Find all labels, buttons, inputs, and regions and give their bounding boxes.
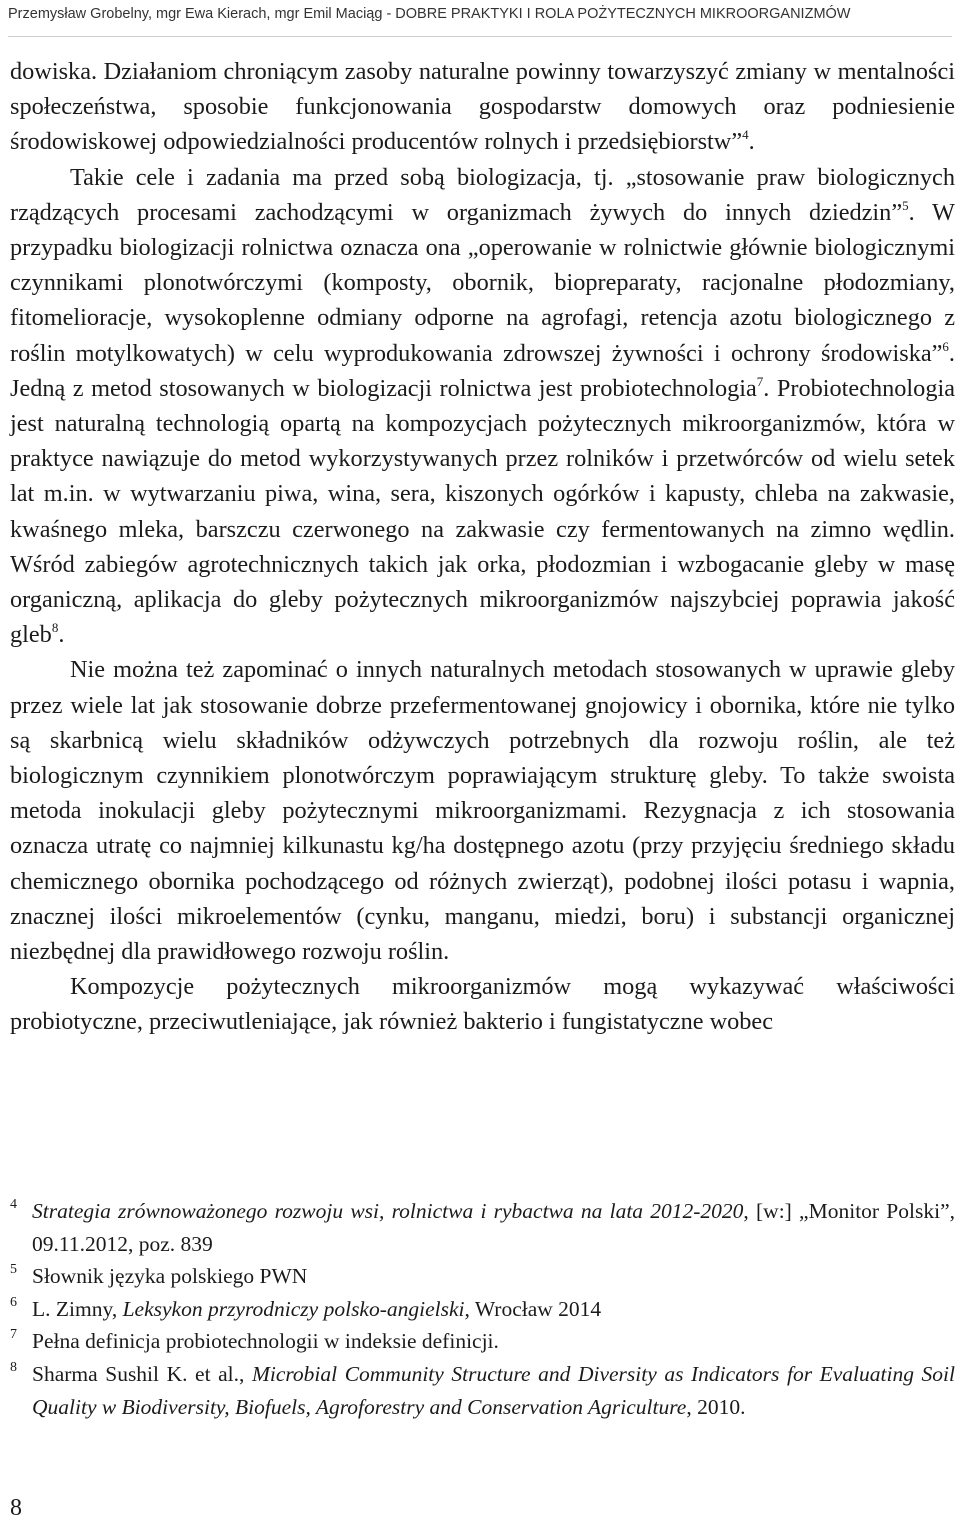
- footnote-segment: , Wrocław 2014: [464, 1296, 602, 1321]
- paragraph-text: .: [748, 128, 755, 156]
- paragraph-text: .: [58, 621, 65, 649]
- footnote: [10, 1260, 955, 1293]
- footnote-title: Leksykon przyrodniczy polsko-angielski: [122, 1296, 465, 1321]
- footnote-segment: , [w:] „Monitor Polski”, 09.11.2012, poz. 839: [32, 1199, 955, 1256]
- paragraph-text: Nie można też zapominać o innych naturalnych metodach stosowanych w uprawie gleby przez wiele lat jak stosowanie dobrze przefermentowanej gnojowicy i obornika, które nie tylko są skarbnicą wielu składników odżywczych potrzebnych dla rozwoju roślin, ale też biologicznym czynnikiem plonotwórczym poprawiającym strukturę gleby. To także swoista metoda inokulacji gleby pożytecznymi mikroorganizmami. Rezygnacja z ich stosowania oznacza utratę co najmniej kilkunastu kg/ha dostępnego azotu (przy przyjęciu średniego składu chemicznego obornika pochodzącego od różnych zwierząt), podobnej ilości potasu i wapnia, znacznej ilości mikroelementów (cynku, manganu, miedzi, boru) i substancji organicznej niezbędnej dla prawidłowego rozwoju roślin.: [10, 656, 955, 966]
- footnote: [10, 1293, 955, 1326]
- footnote-segment: Słownik języka polskiego PWN: [32, 1264, 308, 1289]
- footnote: [10, 1195, 955, 1260]
- body-paragraph: [10, 652, 955, 969]
- footnote-title: Microbial Community Structure and Diversity as Indicators for Evaluating Soil Quality w Biodiversity, Biofuels, Agroforestry and Conservation Agriculture: [32, 1361, 955, 1419]
- body-paragraph: [10, 969, 955, 1039]
- paragraph-text: . W przypadku biologizacji rolnictwa oznacza ona „operowanie w rolnictwie głównie biologicznymi czynnikami plonotwórczymi (komposty, obornik, biopreparaty, racjonalne płodozmiany, fitomelioracje, wysokoplenne odmiany odporne na agrofagi, retencja azotu biologicznego z roślin motylkowatych) w celu wyprodukowania zdrowszej żywności i ochrony środowiska”: [10, 198, 955, 367]
- footnote-reference: 6: [942, 338, 949, 354]
- paragraph-text: Kompozycje pożytecznych mikroorganizmów mogą wykazywać właściwości probiotyczne, przeciwutleniające, jak również bakterio i fungistatyczne wobec: [10, 973, 955, 1036]
- footnote-number: 8: [10, 1359, 17, 1375]
- footnote-reference: 8: [51, 620, 59, 636]
- footnote-segment: Sharma Sushil K. et al.,: [32, 1361, 252, 1386]
- footnote-reference: 7: [756, 373, 764, 389]
- paragraph-text: . Jedną z metod stosowanych w biologizacji rolnictwa jest probiotechnologia: [10, 339, 955, 402]
- footnote: [10, 1358, 955, 1423]
- page-number: 8: [10, 1495, 22, 1521]
- footnote-number: 4: [10, 1197, 17, 1212]
- footnote-segment: L. Zimny,: [32, 1296, 123, 1321]
- footnote-text: [32, 1297, 601, 1321]
- footnotes: [10, 1195, 955, 1423]
- footnote-text: [32, 1329, 499, 1353]
- paragraph-text: dowiska. Działaniom chroniącym zasoby naturalne powinny towarzyszyć zmiany w mentalności społeczeństwa, sposobie funkcjonowania gospodarstw domowych oraz podniesienie środowiskowej odpowiedzialności producentów rolnych i przedsiębiorstw”: [10, 58, 955, 156]
- footnote-reference: 4: [742, 127, 749, 143]
- body-paragraph: [10, 160, 955, 653]
- footnote-text: [32, 1199, 955, 1256]
- paragraph-text: Takie cele i zadania ma przed sobą biologizacja, tj. „stosowanie praw biologicznych rządzących procesami zachodzącymi w organizmach żywych do innych dziedzin”: [10, 163, 955, 226]
- body-text: [10, 54, 955, 1040]
- footnote-segment: Pełna definicja probiotechnologii w indeksie definicji.: [32, 1329, 499, 1354]
- footnote-text: [32, 1362, 955, 1419]
- footnote-number: 5: [10, 1262, 17, 1278]
- footnote: [10, 1325, 955, 1358]
- footnote-text: [32, 1264, 307, 1288]
- footnote-reference: 5: [902, 197, 909, 213]
- footnote-title: Strategia zrównoważonego rozwoju wsi, rolnictwa i rybactwa na lata 2012-2020: [32, 1199, 744, 1223]
- footnote-number: 7: [10, 1327, 17, 1343]
- paragraph-text: . Probiotechnologia jest naturalną technologią opartą na kompozycjach pożytecznych mikroorganizmów, która w praktyce nawiązuje do metod wykorzystywanych przez rolników i przetwórców od wielu setek lat m.in. w wytwarzaniu piwa, wina, sera, kiszonych ogórków i kapusty, chleba na zakwasie, kwaśnego mleka, barszczu czerwonego na zakwasie czy fermentowanych na zimno wędlin. Wśród zabiegów agrotechnicznych takich jak orka, płodozmian i wzbogacanie gleby w masę organiczną, aplikacja do gleby pożytecznych mikroorganizmów najszybciej poprawia jakość gleb: [10, 374, 956, 649]
- footnote-segment: , 2010.: [686, 1394, 746, 1419]
- body-paragraph: [10, 54, 955, 160]
- footnote-number: 6: [10, 1294, 17, 1310]
- running-header: Przemysław Grobelny, mgr Ewa Kierach, mgr Emil Maciąg - DOBRE PRAKTYKI I ROLA POŻYTECZNYCH MIKROORGANIZMÓW: [8, 0, 952, 37]
